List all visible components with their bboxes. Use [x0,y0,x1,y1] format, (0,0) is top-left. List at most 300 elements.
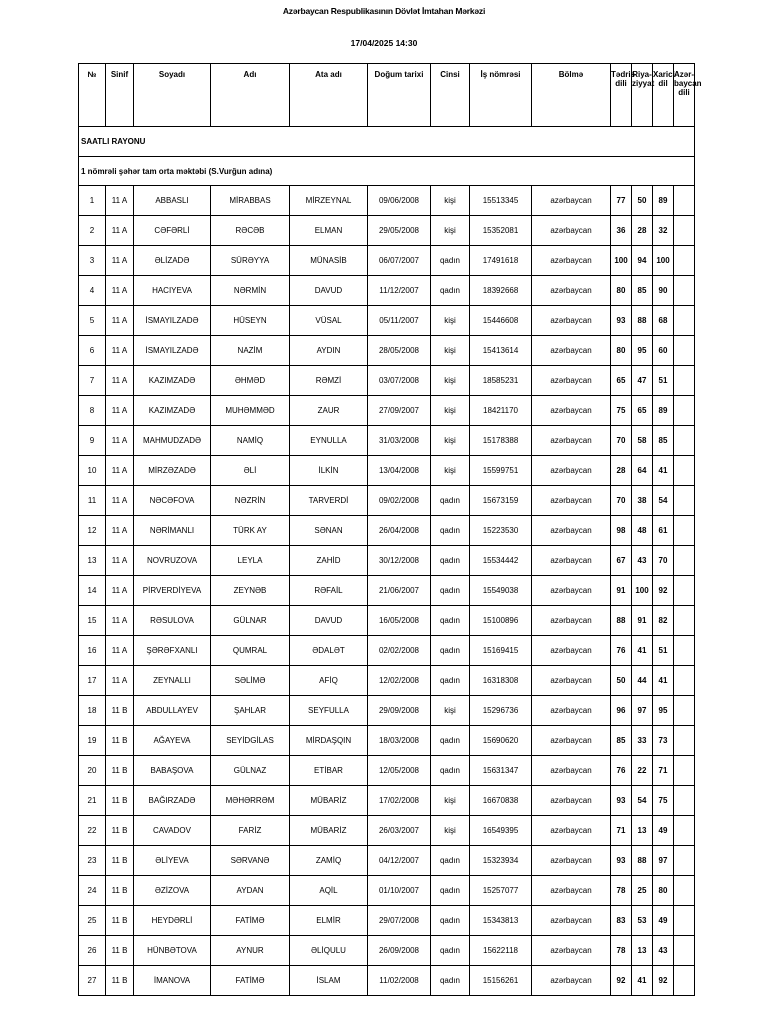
father-name-cell: ZAHİD [290,546,368,576]
grade-cell: 11 A [106,396,134,426]
gender-cell: kişi [431,306,470,336]
azerbaijani-language-score [674,366,695,396]
row-number: 3 [79,246,106,276]
teaching-language-score: 75 [611,396,632,426]
foreign-language-score: 89 [653,396,674,426]
foreign-language-score: 49 [653,816,674,846]
teaching-language-score: 88 [611,606,632,636]
row-number: 27 [79,966,106,996]
work-number-cell: 15156261 [470,966,532,996]
birth-date-cell: 21/06/2007 [368,576,431,606]
row-number: 18 [79,696,106,726]
gender-cell: kişi [431,336,470,366]
birth-date-cell: 03/07/2008 [368,366,431,396]
azerbaijani-language-score [674,576,695,606]
azerbaijani-language-score [674,696,695,726]
table-row [79,876,695,906]
gender-cell: kişi [431,216,470,246]
section-cell: azərbaycan [532,696,611,726]
section-cell: azərbaycan [532,966,611,996]
foreign-language-score: 70 [653,546,674,576]
father-name-cell: ƏDALƏT [290,636,368,666]
row-number: 8 [79,396,106,426]
name-cell: GÜLNAR [211,606,290,636]
azerbaijani-language-score [674,336,695,366]
table-row [79,636,695,666]
name-cell: RƏCƏB [211,216,290,246]
birth-date-cell: 09/06/2008 [368,186,431,216]
foreign-language-score: 89 [653,186,674,216]
table-row [79,546,695,576]
row-number: 17 [79,666,106,696]
foreign-language-score: 85 [653,426,674,456]
section-cell: azərbaycan [532,216,611,246]
teaching-language-score: 36 [611,216,632,246]
birth-date-cell: 01/10/2007 [368,876,431,906]
table-row [79,966,695,996]
gender-cell: qadın [431,666,470,696]
work-number-cell: 16318308 [470,666,532,696]
foreign-language-score: 71 [653,756,674,786]
work-number-cell: 15178388 [470,426,532,456]
surname-cell: CAVADOV [134,816,211,846]
teaching-language-score: 83 [611,906,632,936]
work-number-cell: 18585231 [470,366,532,396]
table-row [79,336,695,366]
section-cell: azərbaycan [532,906,611,936]
foreign-language-score: 82 [653,606,674,636]
name-cell: NƏRMİN [211,276,290,306]
table-row [79,576,695,606]
surname-cell: İSMAYILZADƏ [134,336,211,366]
gender-cell: kişi [431,786,470,816]
teaching-language-score: 70 [611,486,632,516]
teaching-language-score: 93 [611,306,632,336]
name-cell: SƏRVANƏ [211,846,290,876]
name-cell: FARİZ [211,816,290,846]
row-number: 24 [79,876,106,906]
school-name: 1 nömrəli şəhər tam orta məktəbi (S.Vurğun adına) [79,157,695,186]
work-number-cell: 16670838 [470,786,532,816]
azerbaijani-language-score [674,786,695,816]
father-name-cell: ZAUR [290,396,368,426]
foreign-language-score: 68 [653,306,674,336]
surname-cell: MİRZƏZADƏ [134,456,211,486]
father-name-cell: ELMAN [290,216,368,246]
section-cell: azərbaycan [532,396,611,426]
grade-cell: 11 A [106,636,134,666]
gender-cell: qadın [431,876,470,906]
column-header-father-name: Ata adı [290,64,368,127]
teaching-language-score: 92 [611,966,632,996]
work-number-cell: 15534442 [470,546,532,576]
work-number-cell: 16549395 [470,816,532,846]
section-cell: azərbaycan [532,726,611,756]
section-cell: azərbaycan [532,756,611,786]
birth-date-cell: 04/12/2007 [368,846,431,876]
birth-date-cell: 29/05/2008 [368,216,431,246]
father-name-cell: SEYFULLA [290,696,368,726]
father-name-cell: MİRZEYNAL [290,186,368,216]
teaching-language-score: 28 [611,456,632,486]
work-number-cell: 15673159 [470,486,532,516]
table-row [79,426,695,456]
azerbaijani-language-score [674,546,695,576]
mathematics-score: 53 [632,906,653,936]
table-row [79,186,695,216]
row-number: 13 [79,546,106,576]
surname-cell: NƏRİMANLI [134,516,211,546]
mathematics-score: 100 [632,576,653,606]
birth-date-cell: 27/09/2007 [368,396,431,426]
section-cell: azərbaycan [532,516,611,546]
grade-cell: 11 A [106,606,134,636]
azerbaijani-language-score [674,816,695,846]
azerbaijani-language-score [674,606,695,636]
gender-cell: kişi [431,456,470,486]
section-cell: azərbaycan [532,936,611,966]
azerbaijani-language-score [674,426,695,456]
foreign-language-score: 97 [653,846,674,876]
surname-cell: BAĞIRZADƏ [134,786,211,816]
mathematics-score: 41 [632,636,653,666]
azerbaijani-language-score [674,726,695,756]
table-row [79,816,695,846]
birth-date-cell: 09/02/2008 [368,486,431,516]
table-row [79,486,695,516]
section-cell: azərbaycan [532,816,611,846]
azerbaijani-language-score [674,186,695,216]
table-row [79,696,695,726]
father-name-cell: MÜNASİB [290,246,368,276]
work-number-cell: 15223530 [470,516,532,546]
section-cell: azərbaycan [532,846,611,876]
foreign-language-score: 49 [653,906,674,936]
grade-cell: 11 B [106,726,134,756]
row-number: 19 [79,726,106,756]
foreign-language-score: 92 [653,966,674,996]
grade-cell: 11 B [106,816,134,846]
table-row [79,276,695,306]
father-name-cell: AQİL [290,876,368,906]
row-number: 12 [79,516,106,546]
foreign-language-score: 51 [653,366,674,396]
teaching-language-score: 93 [611,846,632,876]
work-number-cell: 15413614 [470,336,532,366]
mathematics-score: 28 [632,216,653,246]
birth-date-cell: 28/05/2008 [368,336,431,366]
section-cell: azərbaycan [532,606,611,636]
region-name: SAATLI RAYONU [79,127,695,157]
column-header-azerbaijani-language: Azər-baycan dili [674,64,695,127]
teaching-language-score: 80 [611,336,632,366]
surname-cell: KAZIMZADƏ [134,396,211,426]
gender-cell: qadın [431,936,470,966]
grade-cell: 11 A [106,426,134,456]
teaching-language-score: 78 [611,876,632,906]
foreign-language-score: 90 [653,276,674,306]
column-header-teaching-language: Tədris dili [611,64,632,127]
father-name-cell: ZAMİQ [290,846,368,876]
grade-cell: 11 B [106,966,134,996]
father-name-cell: MİRDAŞQIN [290,726,368,756]
section-cell: azərbaycan [532,426,611,456]
mathematics-score: 97 [632,696,653,726]
azerbaijani-language-score [674,516,695,546]
row-number: 23 [79,846,106,876]
column-header-surname: Soyadı [134,64,211,127]
grade-cell: 11 A [106,456,134,486]
birth-date-cell: 02/02/2008 [368,636,431,666]
table-row [79,786,695,816]
foreign-language-score: 92 [653,576,674,606]
azerbaijani-language-score [674,876,695,906]
azerbaijani-language-score [674,216,695,246]
teaching-language-score: 78 [611,936,632,966]
father-name-cell: VÜSAL [290,306,368,336]
teaching-language-score: 76 [611,756,632,786]
teaching-language-score: 65 [611,366,632,396]
gender-cell: kişi [431,366,470,396]
document-datetime: 17/04/2025 14:30 [350,38,418,48]
foreign-language-score: 80 [653,876,674,906]
grade-cell: 11 A [106,186,134,216]
name-cell: MƏHƏRRƏM [211,786,290,816]
surname-cell: CƏFƏRLİ [134,216,211,246]
region-row [79,127,695,157]
surname-cell: ZEYNALLI [134,666,211,696]
surname-cell: ƏLİZADƏ [134,246,211,276]
foreign-language-score: 43 [653,936,674,966]
birth-date-cell: 26/04/2008 [368,516,431,546]
section-cell: azərbaycan [532,336,611,366]
column-header-section: Bölmə [532,64,611,127]
work-number-cell: 15296736 [470,696,532,726]
foreign-language-score: 51 [653,636,674,666]
foreign-language-score: 60 [653,336,674,366]
gender-cell: qadın [431,966,470,996]
header-row [79,64,695,127]
section-cell: azərbaycan [532,276,611,306]
birth-date-cell: 18/03/2008 [368,726,431,756]
father-name-cell: MÜBARİZ [290,816,368,846]
father-name-cell: DAVUD [290,276,368,306]
gender-cell: qadın [431,726,470,756]
grade-cell: 11 B [106,876,134,906]
gender-cell: kişi [431,396,470,426]
father-name-cell: İLKİN [290,456,368,486]
foreign-language-score: 54 [653,486,674,516]
surname-cell: HACIYEVA [134,276,211,306]
work-number-cell: 15622118 [470,936,532,966]
father-name-cell: SƏNAN [290,516,368,546]
work-number-cell: 17491618 [470,246,532,276]
row-number: 22 [79,816,106,846]
surname-cell: KAZIMZADƏ [134,366,211,396]
gender-cell: qadın [431,576,470,606]
father-name-cell: AFİQ [290,666,368,696]
section-cell: azərbaycan [532,246,611,276]
section-cell: azərbaycan [532,876,611,906]
name-cell: FATİMƏ [211,906,290,936]
table-row [79,306,695,336]
name-cell: NAZİM [211,336,290,366]
gender-cell: qadın [431,846,470,876]
column-header-birth-date: Doğum tarixi [368,64,431,127]
section-cell: azərbaycan [532,546,611,576]
birth-date-cell: 12/02/2008 [368,666,431,696]
mathematics-score: 50 [632,186,653,216]
column-header-work-number: İş nömrəsi [470,64,532,127]
surname-cell: İMANOVA [134,966,211,996]
birth-date-cell: 29/07/2008 [368,906,431,936]
foreign-language-score: 41 [653,456,674,486]
mathematics-score: 94 [632,246,653,276]
work-number-cell: 15100896 [470,606,532,636]
mathematics-score: 41 [632,966,653,996]
grade-cell: 11 B [106,786,134,816]
mathematics-score: 91 [632,606,653,636]
gender-cell: qadın [431,546,470,576]
father-name-cell: ƏLİQULU [290,936,368,966]
column-header-foreign-language: Xarici dil [653,64,674,127]
table-row [79,906,695,936]
table-row [79,606,695,636]
row-number: 25 [79,906,106,936]
table-row [79,246,695,276]
mathematics-score: 33 [632,726,653,756]
gender-cell: qadın [431,516,470,546]
gender-cell: kişi [431,696,470,726]
mathematics-score: 58 [632,426,653,456]
work-number-cell: 15690620 [470,726,532,756]
name-cell: QUMRAL [211,636,290,666]
name-cell: MUHƏMMƏD [211,396,290,426]
azerbaijani-language-score [674,756,695,786]
section-cell: azərbaycan [532,486,611,516]
mathematics-score: 44 [632,666,653,696]
column-header-grade: Sinif [106,64,134,127]
grade-cell: 11 B [106,756,134,786]
table-row [79,756,695,786]
section-cell: azərbaycan [532,576,611,606]
name-cell: NAMİQ [211,426,290,456]
grade-cell: 11 A [106,336,134,366]
name-cell: ŞAHLAR [211,696,290,726]
mathematics-score: 88 [632,306,653,336]
teaching-language-score: 77 [611,186,632,216]
teaching-language-score: 67 [611,546,632,576]
gender-cell: qadın [431,246,470,276]
mathematics-score: 13 [632,936,653,966]
section-cell: azərbaycan [532,666,611,696]
name-cell: ZEYNƏB [211,576,290,606]
azerbaijani-language-score [674,456,695,486]
grade-cell: 11 A [106,276,134,306]
father-name-cell: DAVUD [290,606,368,636]
name-cell: ƏHMƏD [211,366,290,396]
father-name-cell: AYDIN [290,336,368,366]
section-cell: azərbaycan [532,306,611,336]
section-cell: azərbaycan [532,186,611,216]
row-number: 26 [79,936,106,966]
mathematics-score: 64 [632,456,653,486]
work-number-cell: 15257077 [470,876,532,906]
work-number-cell: 15323934 [470,846,532,876]
gender-cell: kişi [431,426,470,456]
birth-date-cell: 11/02/2008 [368,966,431,996]
work-number-cell: 15343813 [470,906,532,936]
grade-cell: 11 A [106,366,134,396]
row-number: 20 [79,756,106,786]
birth-date-cell: 11/12/2007 [368,276,431,306]
row-number: 9 [79,426,106,456]
azerbaijani-language-score [674,966,695,996]
teaching-language-score: 98 [611,516,632,546]
section-cell: azərbaycan [532,636,611,666]
father-name-cell: İSLAM [290,966,368,996]
azerbaijani-language-score [674,906,695,936]
father-name-cell: EYNULLA [290,426,368,456]
azerbaijani-language-score [674,396,695,426]
birth-date-cell: 13/04/2008 [368,456,431,486]
grade-cell: 11 A [106,486,134,516]
mathematics-score: 95 [632,336,653,366]
surname-cell: ƏLİYEVA [134,846,211,876]
name-cell: MİRABBAS [211,186,290,216]
school-row [79,157,695,186]
grade-cell: 11 A [106,516,134,546]
section-cell: azərbaycan [532,366,611,396]
work-number-cell: 15352081 [470,216,532,246]
azerbaijani-language-score [674,666,695,696]
azerbaijani-language-score [674,636,695,666]
grade-cell: 11 A [106,576,134,606]
row-number: 15 [79,606,106,636]
table-row [79,456,695,486]
table-row [79,366,695,396]
mathematics-score: 38 [632,486,653,516]
gender-cell: qadın [431,906,470,936]
grade-cell: 11 B [106,696,134,726]
table-row [79,936,695,966]
work-number-cell: 15513345 [470,186,532,216]
gender-cell: kişi [431,186,470,216]
surname-cell: HEYDƏRLİ [134,906,211,936]
name-cell: LEYLA [211,546,290,576]
name-cell: AYDAN [211,876,290,906]
mathematics-score: 88 [632,846,653,876]
teaching-language-score: 80 [611,276,632,306]
surname-cell: RƏSULOVA [134,606,211,636]
mathematics-score: 48 [632,516,653,546]
document-title: Azərbaycan Respublikasının Dövlət İmtahan Mərkəzi [282,6,486,16]
grade-cell: 11 B [106,936,134,966]
column-header-number: № [79,64,106,127]
surname-cell: NOVRUZOVA [134,546,211,576]
mathematics-score: 47 [632,366,653,396]
father-name-cell: RƏFAİL [290,576,368,606]
surname-cell: İSMAYILZADƏ [134,306,211,336]
teaching-language-score: 71 [611,816,632,846]
grade-cell: 11 A [106,666,134,696]
azerbaijani-language-score [674,486,695,516]
grade-cell: 11 B [106,906,134,936]
mathematics-score: 25 [632,876,653,906]
surname-cell: BABAŞOVA [134,756,211,786]
gender-cell: qadın [431,276,470,306]
grade-cell: 11 A [106,216,134,246]
